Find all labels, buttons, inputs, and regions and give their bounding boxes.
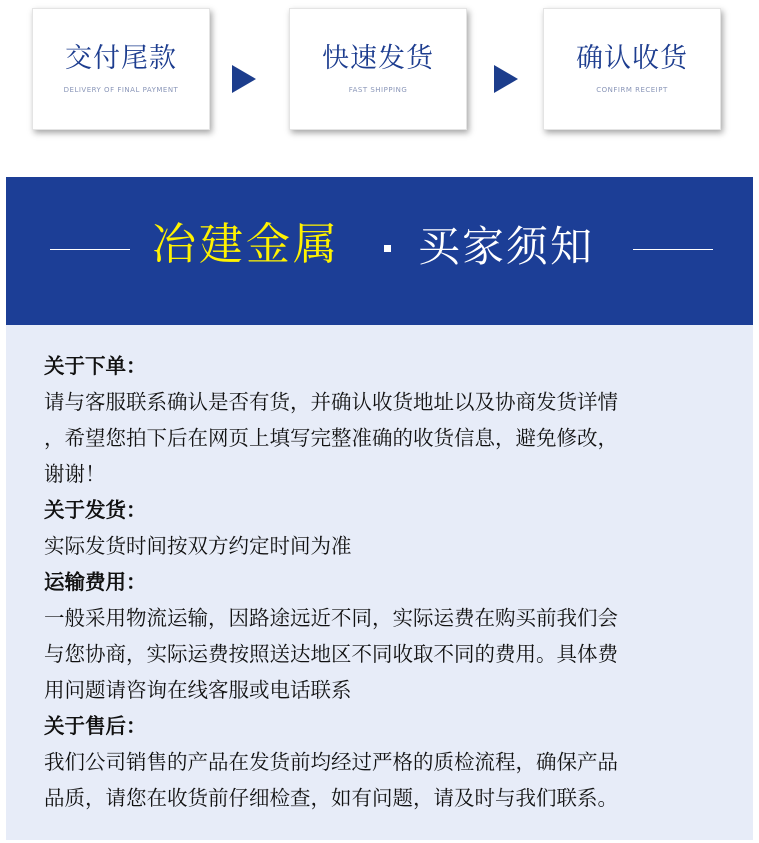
notice-text: ，希望您拍下后在网页上填写完整准确的收货信息，避免修改， [44,426,618,450]
banner-title: 买家须知 [418,222,595,271]
notice-text: 请与客服联系确认是否有货，并确认收货地址以及协商发货详情 [44,390,618,414]
step-subtitle: FAST SHIPPING [348,85,408,94]
step-title: 快速发货 [322,42,434,74]
section-heading-aftersale: 关于售后： [44,714,147,738]
notice-panel [6,325,753,840]
section-heading-order: 关于下单： [44,354,147,378]
step-title: 确认收货 [576,42,688,74]
notice-text: 一般采用物流运输，因路途远近不同，实际运费在购买前我们会 [44,606,618,630]
notice-text: 我们公司销售的产品在发货前均经过严格的质检流程，确保产品 [44,750,618,774]
arrow-right-icon [494,65,518,93]
notice-text: 用问题请咨询在线客服或电话联系 [44,678,352,702]
buyer-notice-banner [6,177,753,325]
brand-name: 冶建金属 [152,219,340,270]
step-fast-shipping [289,8,467,130]
process-steps [0,0,759,150]
notice-text: 谢谢！ [44,462,106,486]
notice-body [44,348,734,816]
section-heading-shipping: 关于发货： [44,498,147,522]
separator-dot-icon [384,245,391,252]
divider-right [633,249,713,250]
notice-text: 实际发货时间按双方约定时间为准 [44,534,352,558]
notice-text: 品质，请您在收货前仔细检查，如有问题，请及时与我们联系。 [44,786,618,810]
step-final-payment [32,8,210,130]
step-subtitle: DELIVERY OF FINAL PAYMENT [63,85,179,94]
step-confirm-receipt [543,8,721,130]
arrow-right-icon [232,65,256,93]
step-title: 交付尾款 [65,42,177,74]
divider-left [50,249,130,250]
step-subtitle: CONFIRM RECEIPT [596,85,668,94]
section-heading-fee: 运输费用： [44,570,147,594]
notice-text: 与您协商，实际运费按照送达地区不同收取不同的费用。具体费 [44,642,618,666]
